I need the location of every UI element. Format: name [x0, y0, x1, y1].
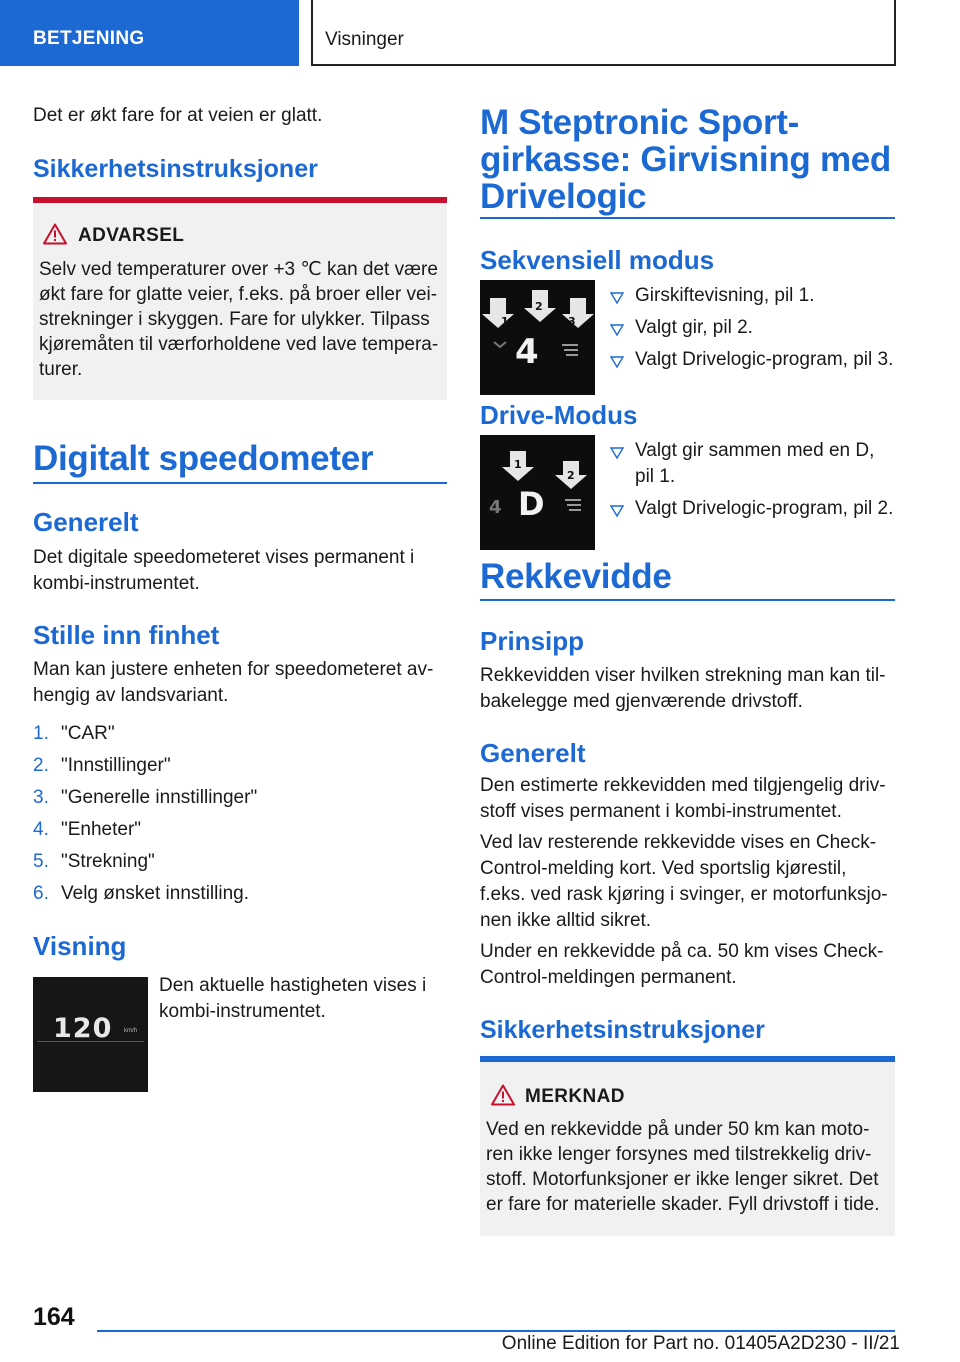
general-heading-left: Generelt: [33, 507, 139, 537]
warning-text: [39, 257, 438, 382]
arrow-label: 1: [501, 315, 509, 328]
principle-text: [480, 663, 886, 715]
list-item: Valgt Drivelogic-program, pil 3.: [635, 349, 894, 370]
warning-title: ADVARSEL: [78, 225, 185, 246]
warning-line: turer.: [39, 359, 83, 380]
text-line: Ved lav resterende rekkevidde vises en Check-: [480, 832, 877, 853]
arrow-label: 3: [568, 315, 576, 328]
step-text: "Innstillinger": [61, 755, 171, 776]
general-text-left: [33, 545, 414, 597]
note-line: er fare for materielle skader. Fyll drivstoff i tide.: [486, 1194, 880, 1215]
text-line: Den aktuelle hastigheten vises i: [159, 975, 427, 996]
warning-line: Selv ved temperaturer over +3 ℃ kan det være: [39, 259, 438, 280]
safety-heading-right: Sikkerhetsinstruksjoner: [480, 1016, 765, 1044]
sequential-mode-image: [480, 280, 595, 395]
step-text: "Enheter": [61, 819, 142, 840]
text-line: Valgt gir sammen med en D,: [635, 440, 875, 461]
text-line: bakelegge med gjenværende drivstoff.: [480, 691, 803, 712]
safety-heading-left: Sikkerhetsinstruksjoner: [33, 155, 318, 183]
warning-line: kjøremåten til værforholdene ved lave tempera-: [39, 334, 439, 355]
triangle-bullet-icon: [609, 291, 625, 305]
speedo-heading: Digitalt speedometer: [33, 439, 374, 478]
general-heading-right: Generelt: [480, 738, 586, 768]
drive-mode-image: [480, 435, 595, 550]
intro-text: Det er økt fare for at veien er glatt.: [33, 105, 323, 126]
gear-number: 4: [489, 497, 502, 518]
note-bar: [480, 1056, 895, 1062]
note-line: Ved en rekkevidde på under 50 km kan moto-: [486, 1119, 870, 1140]
note-text: [486, 1117, 880, 1217]
warning-triangle-icon: [43, 223, 67, 245]
warning-triangle-icon: [491, 1084, 515, 1106]
step-number: 6.: [33, 883, 49, 904]
list-item: [635, 496, 893, 522]
heading-line: M Steptronic Sport-: [480, 103, 800, 142]
text-line: Control-meldingen permanent.: [480, 967, 737, 988]
text-line: pil 1.: [635, 466, 676, 487]
warning-box: [33, 197, 447, 400]
text-line: hengig av landsvariant.: [33, 685, 229, 706]
step-text: "Strekning": [61, 851, 155, 872]
note-line: stoff. Motorfunksjoner er ikke lenger sikret. Det: [486, 1169, 879, 1190]
step-number: 4.: [33, 819, 49, 840]
sequential-heading: Sekvensiell modus: [480, 245, 715, 275]
heading-rule: [33, 482, 447, 484]
drivelogic-bar: [562, 344, 578, 346]
section-title: BETJENING: [33, 28, 145, 49]
triangle-bullet-icon: [609, 323, 625, 337]
warning-line: strekninger i skyggen. Fare for ulykker. Tilpass: [39, 309, 430, 330]
footer-rule: [97, 1330, 895, 1332]
arrow-label: 2: [535, 300, 543, 313]
heading-rule: [480, 217, 895, 219]
list-item: [635, 438, 874, 490]
text-line: Valgt Drivelogic-program, pil 2.: [635, 498, 894, 519]
step-text: "CAR": [61, 723, 115, 744]
step-number: 2.: [33, 755, 49, 776]
heading-line: girkasse: Girvisning med: [480, 140, 892, 179]
drivelogic-bar: [569, 509, 581, 511]
triangle-bullet-icon: [609, 504, 625, 518]
text-line: kombi-instrumentet.: [159, 1001, 326, 1022]
text-line: Man kan justere enheten for speedometeret av-: [33, 659, 434, 680]
drivelogic-bar: [566, 354, 578, 356]
gear-number: 4: [515, 332, 539, 372]
triangle-bullet-icon: [609, 446, 625, 460]
text-line: kombi-instrumentet.: [33, 573, 200, 594]
text-line: Under en rekkevidde på ca. 50 km vises Check-: [480, 941, 884, 962]
text-line: nen ikke alltid sikret.: [480, 910, 652, 931]
section-tab: [0, 0, 299, 66]
display-text: [159, 973, 426, 1025]
arrow-label: 2: [567, 469, 575, 482]
warning-bar: [33, 197, 447, 203]
speed-display-image: [33, 977, 148, 1092]
drivelogic-bar: [564, 349, 578, 351]
list-item: Valgt gir, pil 2.: [635, 317, 753, 338]
general-paragraph-3: [480, 939, 883, 991]
unit-heading: Stille inn finhet: [33, 620, 220, 650]
text-line: Control-melding kort. Ved sportslig kjørestil,: [480, 858, 847, 879]
text-line: Det digitale speedometeret vises permanent i: [33, 547, 415, 568]
step-number: 3.: [33, 787, 49, 808]
heading-rule: [480, 599, 895, 601]
speed-unit: km/h: [124, 1028, 138, 1034]
display-heading: Visning: [33, 931, 127, 961]
note-line: ren ikke lenger forsynes med tilstrekkelig driv-: [486, 1144, 872, 1165]
chapter-tab: [311, 0, 896, 66]
steptronic-heading: [480, 104, 891, 215]
step-number: 1.: [33, 723, 49, 744]
warning-line: økt fare for glatte veier, f.eks. på broer eller vei-: [39, 284, 438, 305]
step-number: 5.: [33, 851, 49, 872]
drivelogic-bar: [565, 499, 581, 501]
text-line: stoff vises permanent i kombi-instrumentet.: [480, 801, 842, 822]
note-box: [480, 1056, 895, 1236]
step-text: "Generelle innstillinger": [61, 787, 258, 808]
arrow-label: 1: [514, 458, 522, 471]
page-number: 164: [33, 1303, 75, 1331]
chapter-title: Visninger: [325, 29, 404, 50]
range-heading: Rekkevidde: [480, 557, 672, 596]
step-text: Velg ønsket innstilling.: [61, 883, 249, 904]
drivelogic-bar: [567, 504, 581, 506]
edition-text: Online Edition for Part no. 01405A2D230 - II/21: [501, 1333, 900, 1354]
drive-mode-letter: D: [518, 485, 545, 523]
text-line: Den estimerte rekkevidden med tilgjengelig driv-: [480, 775, 886, 796]
principle-heading: Prinsipp: [480, 626, 585, 656]
note-title: MERKNAD: [525, 1086, 625, 1107]
triangle-bullet-icon: [609, 355, 625, 369]
general-paragraph-2: [480, 830, 888, 934]
drive-mode-heading: Drive-Modus: [480, 400, 638, 430]
speed-value: 120: [53, 1013, 113, 1044]
general-paragraph-1: [480, 773, 886, 825]
unit-text: [33, 657, 433, 709]
heading-line: Drivelogic: [480, 177, 647, 216]
text-line: f.eks. ved rask kjøring i svinger, er motorfunksjo-: [480, 884, 888, 905]
text-line: Rekkevidden viser hvilken strekning man kan til-: [480, 665, 886, 686]
list-item: Girskiftevisning, pil 1.: [635, 285, 815, 306]
